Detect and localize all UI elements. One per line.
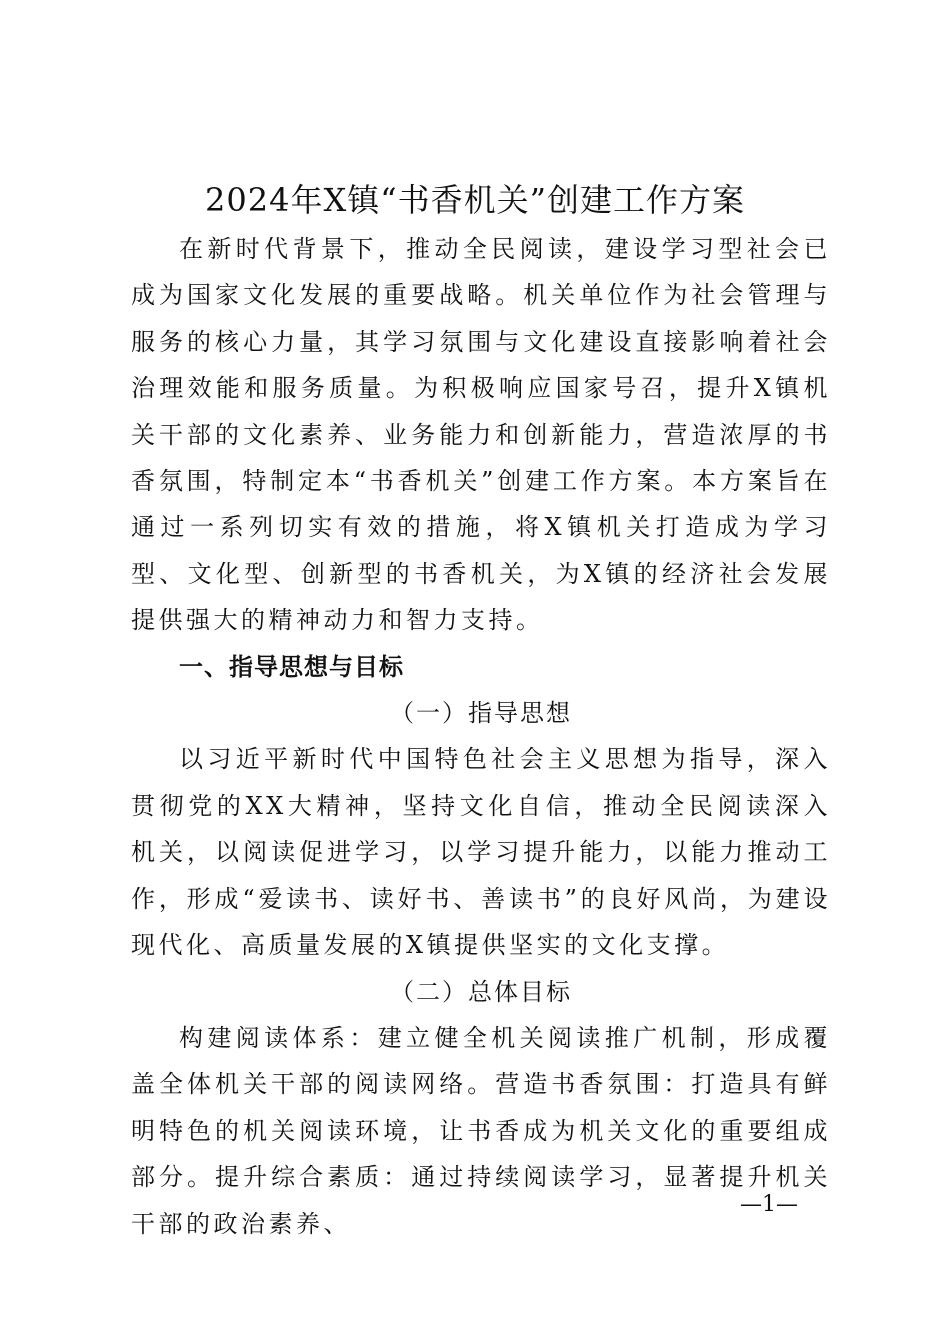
page-number: —1— xyxy=(740,1192,798,1217)
document-body xyxy=(131,226,831,1247)
section-heading-guiding-ideology: 一、指导思想与目标 xyxy=(179,652,404,681)
document-title: 2024年X镇“书香机关”创建工作方案 xyxy=(205,181,745,219)
intro-paragraph: 在新时代背景下，推动全民阅读，建设学习型社会已成为国家文化发展的重要战略。机关单位作为社会管理与服务的核心力量，其学习氛围与文化建设直接影响着社会治理效能和服务质量。为积极响应国家号召，提升X镇机关干部的文化素养、业务能力和创新能力，营造浓厚的书香氛围，特制定本“书香机关”创建工作方案。本方案旨在通过一系列切实有效的措施，将X镇机关打造成为学习型、文化型、创新型的书香机关，为X镇的经济社会发展提供强大的精神动力和智力支持。 xyxy=(131,235,831,635)
subsection-heading-overall-goal: （二）总体目标 xyxy=(390,977,572,1006)
subsection-heading-guiding-thought: （一）指导思想 xyxy=(390,699,572,728)
guiding-thought-paragraph: 以习近平新时代中国特色社会主义思想为指导，深入贯彻党的XX大精神，坚持文化自信，推动全民阅读深入机关，以阅读促进学习，以学习提升能力，以能力推动工作，形成“爱读书、读好书、善读书”的良好风尚，为建设现代化、高质量发展的X镇提供坚实的文化支撑。 xyxy=(131,745,831,960)
overall-goal-paragraph: 构建阅读体系：建立健全机关阅读推广机制，形成覆盖全体机关干部的阅读网络。营造书香氛围：打造具有鲜明特色的机关阅读环境，让书香成为机关文化的重要组成部分。提升综合素质：通过持续阅读学习，显著提升机关干部的政治素养、 xyxy=(131,1023,831,1238)
